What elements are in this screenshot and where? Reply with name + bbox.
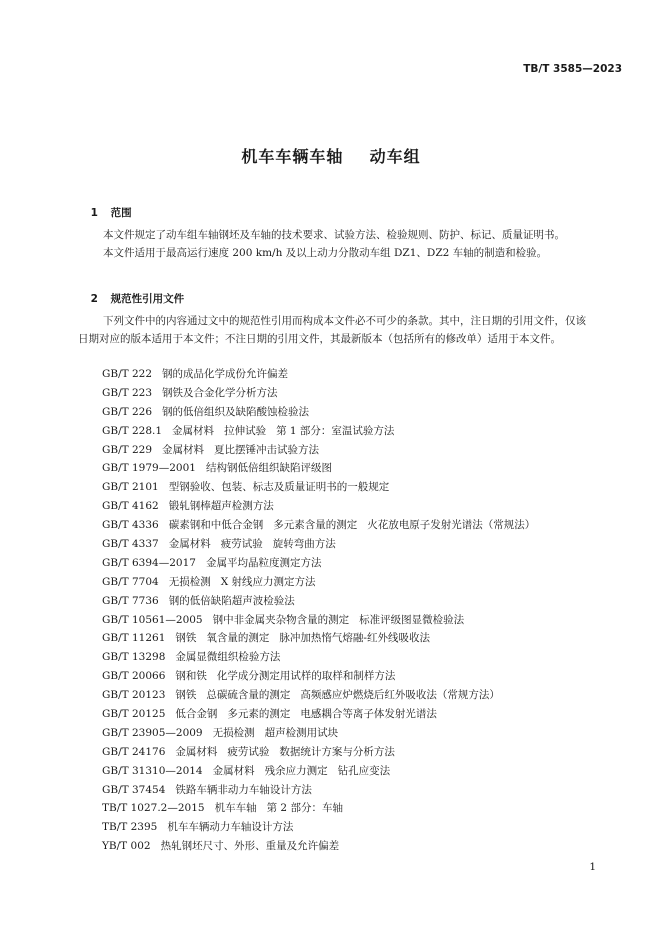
reference-item: GB/T 20125 低合金钢 多元素的测定 电感耦合等离子体发射光谱法 <box>102 708 437 721</box>
section-1-number: 1 <box>90 207 98 219</box>
reference-item: GB/T 4337 金属材料 疲劳试验 旋转弯曲方法 <box>102 538 336 551</box>
reference-item: GB/T 23905—2009 无损检测 超声检测用试块 <box>102 726 339 739</box>
reference-item: GB/T 7704 无损检测 X 射线应力测定方法 <box>102 575 316 588</box>
reference-item: GB/T 24176 金属材料 疲劳试验 数据统计方案与分析方法 <box>102 745 395 758</box>
reference-item: GB/T 7736 钢的低倍缺陷超声波检验法 <box>102 594 295 607</box>
reference-item: GB/T 11261 钢铁 氧含量的测定 脉冲加热惰气熔融-红外线吸收法 <box>102 632 430 645</box>
page-number: 1 <box>589 861 596 873</box>
reference-list <box>102 365 535 856</box>
reference-item: GB/T 4336 碳素钢和中低合金钢 多元素含量的测定 火花放电原子发射光谱法（常规法） <box>102 519 536 532</box>
reference-item: GB/T 13298 金属显微组织检验方法 <box>102 651 281 664</box>
reference-item: GB/T 10561—2005 钢中非金属夹杂物含量的测定 标准评级图显微检验法 <box>102 613 465 626</box>
section-2-number: 2 <box>90 293 98 305</box>
scope-paragraph: 本文件适用于最高运行速度 200 km/h 及以上动力分散动车组 DZ1、DZ2 车轴的制造和检验。 <box>103 247 548 259</box>
reference-item: GB/T 2101 型钢验收、包装、标志及质量证明书的一般规定 <box>102 481 390 494</box>
reference-item: GB/T 31310—2014 金属材料 残余应力测定 钻孔应变法 <box>102 764 391 777</box>
reference-item: YB/T 002 热轧钢坯尺寸、外形、重量及允许偏差 <box>102 840 340 853</box>
reference-item: GB/T 226 钢的低倍组织及缺陷酸蚀检验法 <box>102 405 310 418</box>
section-1-title: 范围 <box>110 207 132 219</box>
section-1-body <box>78 226 594 262</box>
standard-number: TB/T 3585—2023 <box>523 63 622 75</box>
reference-item: GB/T 20066 钢和铁 化学成分测定用试样的取样和制样方法 <box>102 670 396 683</box>
reference-item: GB/T 223 钢铁及合金化学分析方法 <box>102 386 278 399</box>
reference-item: GB/T 37454 铁路车辆非动力车轴设计方法 <box>102 783 312 796</box>
reference-item: TB/T 2395 机车车辆动力车轴设计方法 <box>102 821 294 834</box>
references-intro-paragraph: 下列文件中的内容通过文中的规范性引用而构成本文件必不可少的条款。其中，注日期的引用文件，仅该日期对应的版本适用于本文件；不注日期的引用文件，其最新版本（包括所有的修改单）适用于本文件。 <box>78 315 586 345</box>
reference-item: TB/T 1027.2—2015 机车车轴 第 2 部分：车轴 <box>102 802 343 815</box>
scope-paragraph: 本文件规定了动车组车轴钢坯及车轴的技术要求、试验方法、检验规则、防护、标记、质量证明书。 <box>103 229 565 241</box>
reference-item: GB/T 228.1 金属材料 拉伸试验 第 1 部分：室温试验方法 <box>102 424 395 437</box>
reference-item: GB/T 6394—2017 金属平均晶粒度测定方法 <box>102 556 322 569</box>
reference-item: GB/T 229 金属材料 夏比摆锤冲击试验方法 <box>102 443 320 456</box>
section-2-title: 规范性引用文件 <box>110 293 185 305</box>
document-title: 机车车辆车轴 动车组 <box>241 147 421 166</box>
reference-item: GB/T 20123 钢铁 总碳硫含量的测定 高频感应炉燃烧后红外吸收法（常规方法） <box>102 689 500 702</box>
reference-item: GB/T 1979—2001 结构钢低倍组织缺陷评级图 <box>102 462 332 475</box>
reference-item: GB/T 4162 锻轧钢棒超声检测方法 <box>102 500 274 513</box>
section-2-intro <box>78 312 594 348</box>
reference-item: GB/T 222 钢的成品化学成份允许偏差 <box>102 368 289 380</box>
